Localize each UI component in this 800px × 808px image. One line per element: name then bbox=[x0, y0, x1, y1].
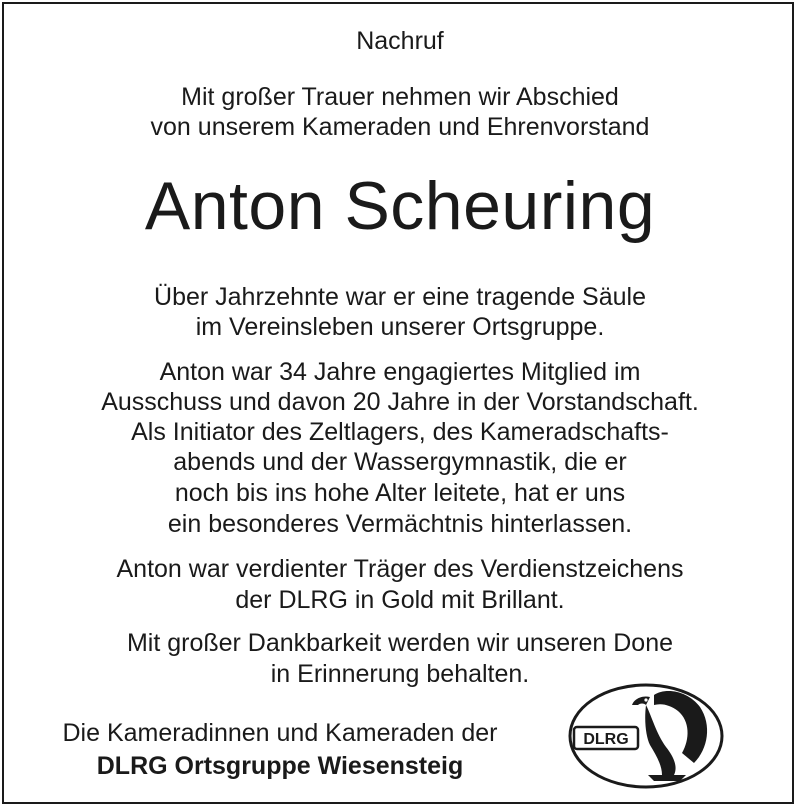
paragraph-4-line-2: in Erinnerung behalten. bbox=[270, 660, 530, 688]
paragraph-4-line-1: Mit großer Dankbarkeit werden wir unseren Done bbox=[126, 629, 674, 657]
paragraph-2-line-1: Anton war 34 Jahre engagiertes Mitglied im bbox=[159, 358, 641, 386]
paragraph-1-line-2: im Vereinsleben unserer Ortsgruppe. bbox=[195, 313, 605, 341]
paragraph-2-line-6: ein besonderes Vermächtnis hinterlassen. bbox=[167, 510, 633, 538]
deceased-name: Anton Scheuring bbox=[144, 168, 656, 244]
logo-text: DLRG bbox=[583, 731, 629, 748]
notice-heading: Nachruf bbox=[356, 27, 444, 55]
paragraph-2-line-2: Ausschuss und davon 20 Jahre in der Vorstandschaft. bbox=[101, 388, 699, 416]
paragraph-3-line-2: der DLRG in Gold mit Brillant. bbox=[235, 586, 565, 614]
signature-organization: DLRG Ortsgruppe Wiesensteig bbox=[96, 752, 464, 780]
paragraph-2-line-5: noch bis ins hohe Alter leitete, hat er uns bbox=[174, 479, 626, 507]
paragraph-2-line-4: abends und der Wassergymnastik, die er bbox=[173, 448, 627, 476]
signature-line-1: Die Kameradinnen und Kameraden der bbox=[62, 719, 498, 747]
paragraph-3-line-1: Anton war verdienter Träger des Verdienstzeichens bbox=[116, 555, 684, 583]
intro-line-1: Mit großer Trauer nehmen wir Abschied bbox=[181, 83, 619, 111]
dlrg-eagle-logo-icon bbox=[566, 681, 726, 791]
intro-line-2: von unserem Kameraden und Ehrenvorstand bbox=[150, 113, 650, 141]
paragraph-2-line-3: Als Initiator des Zeltlagers, des Kameradschafts- bbox=[131, 418, 669, 446]
paragraph-1-line-1: Über Jahrzehnte war er eine tragende Säule bbox=[154, 283, 646, 311]
